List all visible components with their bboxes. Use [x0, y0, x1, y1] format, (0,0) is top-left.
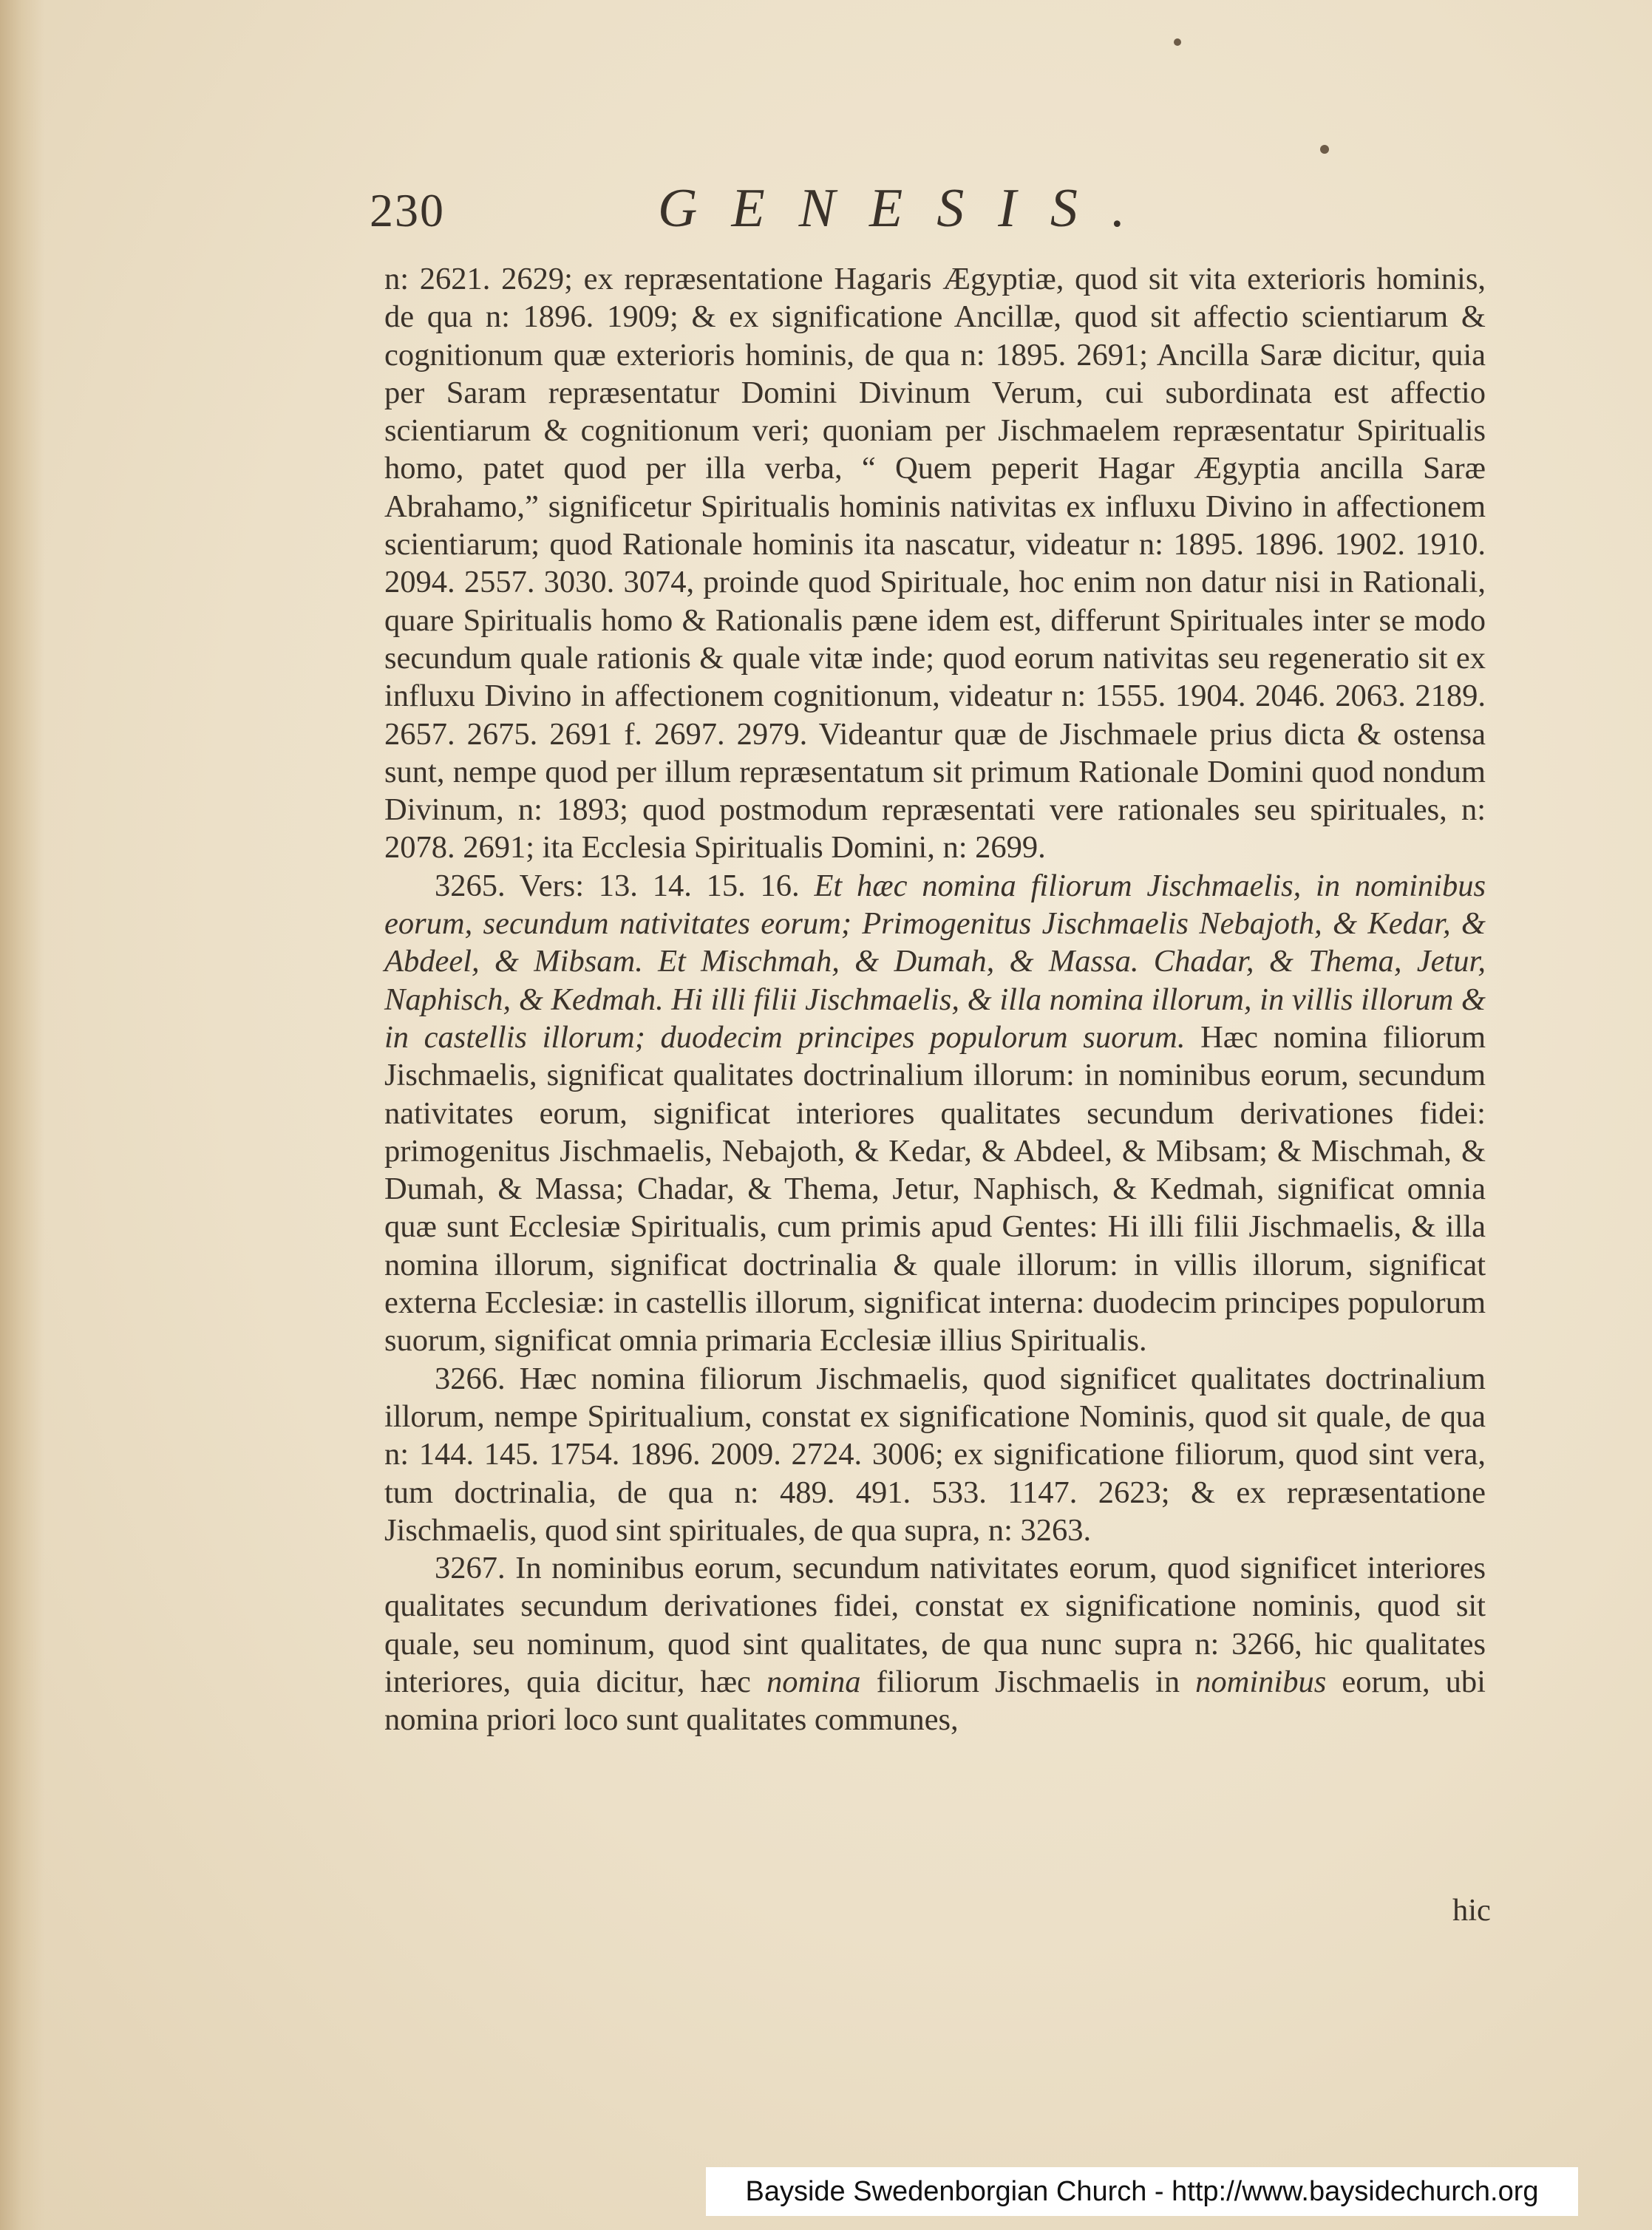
catchword: hic [1452, 1893, 1491, 1928]
paragraph-p3266 [384, 1360, 1486, 1549]
page-header [370, 177, 1212, 259]
text-run: filiorum Jischmaelis in [860, 1664, 1196, 1699]
text-run: eorum, ubi nomina priori loco sunt qualitates communes, [384, 1664, 1486, 1738]
text-run: n: 2621. 2629; ex repræsentatione Hagaris Ægyptiæ, quod sit vita exterioris hominis, de qua n: 1896. 1909; & ex significatione Ancillæ, quod sit affectio scientiarum & cognitionum quæ exterioris hominis, de qua n: 1895. 2691; Ancilla Saræ dicitur, quia per Saram repræsentatur Domini Divinum Verum, cui subordinata est affectio scientiarum & cognitionum veri; quoniam per Jischmaelem repræsentatur Spiritualis homo, patet quod per illa verba, “ Quem peperit Hagar Ægyptia ancilla Saræ Abrahamo,” significetur Spiritualis hominis nativitas ex influxu Divino in affectionem scientiarum; quod Rationale hominis ita nascatur, videatur n: 1895. 1896. 1902. 1910. 2094. 2557. 3030. 3074, proinde quod Spirituale, hoc enim non datur nisi in Rationali, quare Spiritualis homo & Rationalis pæne idem est, differunt Spirituales inter se modo secundum quale rationis & quale vitæ inde; quod eorum nativitas seu regeneratio sit ex influxu Divino in affectionem cognitionum, videatur n: 1555. 1904. 2046. 2063. 2189. 2657. 2675. 2691 f. 2697. 2979. Videantur quæ de Jischmaele prius dicta & ostensa sunt, nempe quod per illum repræsentatum sit primum Rationale Domini quod nondum Divinum, n: 1893; quod postmodum repræsentati vere rationales seu spirituales, n: 2078. 2691; ita Ecclesia Spiritualis Domini, n: 2699. [384, 262, 1486, 866]
italic-text: Et hæc nomina filiorum Jischmaelis, in nominibus eorum, secundum nativitates eorum; Primogenitus Jischmaelis Nebajoth, & Kedar, & Abdeel, & Mibsam. Et Mischmah, & Dumah, & Massa. Chadar, & Thema, Jetur, Naphisch, & Kedmah. Hi illi filii Jischmaelis, & illa nomina illorum, in villis illorum & in castellis illorum; duodecim principes populorum suorum. [384, 868, 1486, 1055]
paragraph-p3265 [384, 867, 1486, 1360]
watermark-banner: Bayside Swedenborgian Church - http://www.baysidechurch.org [706, 2167, 1578, 2216]
body-text [384, 260, 1486, 1739]
page-number: 230 [370, 184, 445, 237]
ink-speck [1320, 145, 1329, 154]
text-run: 3265. Vers: 13. 14. 15. 16. [435, 868, 815, 903]
paragraph-cont [384, 260, 1486, 867]
text-run: Hæc nomina filiorum Jischmaelis, significat qualitates doctrinalium illorum: in nominibus eorum, secundum nativitates eorum, significat interiores qualitates secundum derivationes fidei: primogenitus Jischmaelis, Nebajoth, & Kedar, & Abdeel, & Mibsam; & Mischmah, & Dumah, & Massa; Chadar, & Thema, Jetur, Naphisch, & Kedmah, significat omnia quæ sunt Ecclesiæ Spiritualis, cum primis apud Gentes: Hi illi filii Jischmaelis, & illa nomina illorum, significat doctrinalia & quale illorum: in villis illorum, significat externa Ecclesiæ: in castellis illorum, significat interna: duodecim principes populorum suorum, significat omnia primaria Ecclesiæ illius Spiritualis. [384, 1019, 1486, 1359]
text-run: 3266. Hæc nomina filiorum Jischmaelis, quod significet qualitates doctrinalium illorum, nempe Spiritualium, constat ex significatione Nominis, quod sit quale, de qua n: 144. 145. 1754. 1896. 2009. 2724. 3006; ex significatione filiorum, quod sint vera, tum doctrinalia, de qua n: 489. 491. 533. 1147. 2623; & ex repræsentatione Jischmaelis, quod sint spirituales, de qua supra, n: 3263. [384, 1361, 1486, 1548]
italic-text: nomina [766, 1664, 861, 1699]
running-title: GENESIS. [658, 178, 1160, 239]
text-run: 3267. In nominibus eorum, secundum nativitates eorum, quod significet interiores qualitates secundum derivationes fidei, constat ex significatione nominis, quod sit quale, seu nominum, quod sint qualitates, de qua nunc supra n: 3266, hic qualitates interiores, quia dicitur, hæc [384, 1551, 1486, 1699]
italic-text: nominibus [1195, 1664, 1327, 1699]
ink-speck [1174, 38, 1181, 46]
paragraph-p3267 [384, 1549, 1486, 1738]
page-gutter-shadow [0, 0, 44, 2230]
